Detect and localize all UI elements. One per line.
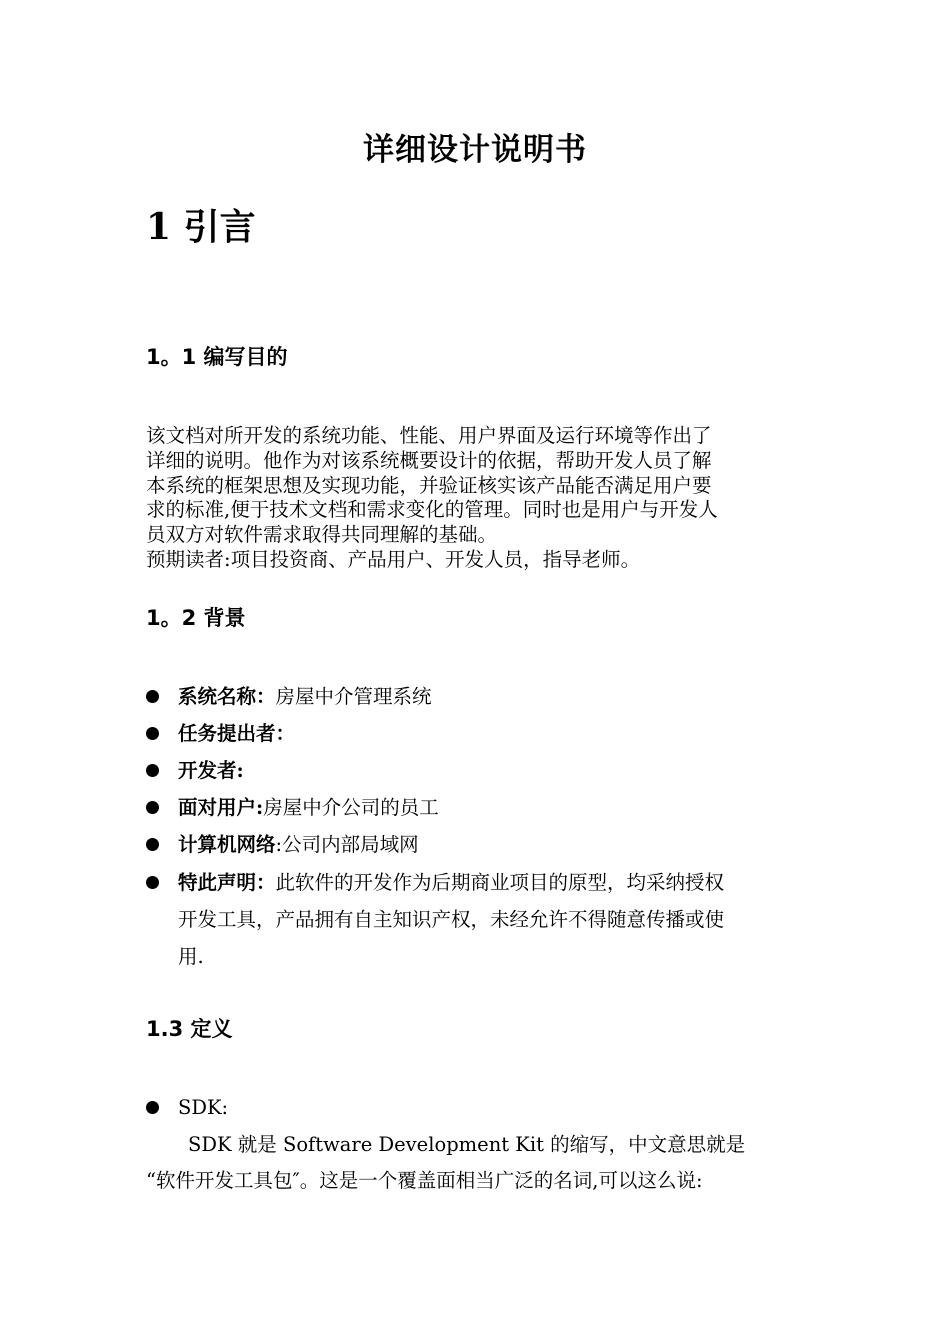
section-heading-purpose: 1。1 编写目的 xyxy=(146,345,288,369)
document-title: 详细设计说明书 xyxy=(363,132,587,168)
section-heading-definition: 1.3 定义 xyxy=(146,1017,233,1041)
paragraph-line: 该文档对所开发的系统功能、性能、用户界面及运行环境等作出了 xyxy=(146,424,712,447)
paragraph-line: 详细的说明。他作为对该系统概要设计的依据，帮助开发人员了解 xyxy=(146,448,712,472)
item-label: 系统名称： xyxy=(178,685,276,708)
paragraph-line: 求的标准,便于技术文档和需求变化的管理。同时也是用户与开发人 xyxy=(146,498,718,522)
paragraph-line: 预期读者:项目投资商、产品用户、开发人员，指导老师。 xyxy=(146,547,641,571)
definition-line: “软件开发工具包″。这是一个覆盖面相当广泛的名词,可以这么说: xyxy=(146,1169,703,1192)
item-value: 房屋中介公司的员工 xyxy=(263,796,439,819)
item-label: 开发者: xyxy=(178,759,244,782)
item-label: 任务提出者： xyxy=(178,722,296,745)
purpose-paragraph xyxy=(146,424,811,573)
bullet-icon xyxy=(146,690,159,703)
item-continuation: 用. xyxy=(178,945,204,968)
section-heading-background: 1。2 背景 xyxy=(146,606,246,630)
item-label: SDK: xyxy=(178,1096,229,1119)
bullet-icon xyxy=(146,727,159,740)
item-continuation: 开发工具，产品拥有自主知识产权，未经允许不得随意传播或使 xyxy=(178,908,725,931)
definition-line: SDK 就是 Software Development Kit 的缩写，中文意思就是 xyxy=(188,1133,746,1156)
bullet-icon xyxy=(146,764,159,777)
paragraph-line: 本系统的框架思想及实现功能，并验证核实该产品能否满足用户要 xyxy=(146,473,712,497)
item-value: 此软件的开发作为后期商业项目的原型，均采纳授权 xyxy=(275,871,725,894)
bullet-icon xyxy=(146,876,159,889)
paragraph-line: 员双方对软件需求取得共同理解的基础。 xyxy=(146,523,498,547)
bullet-icon xyxy=(146,838,159,851)
item-label: 计算机网络 xyxy=(178,833,276,856)
item-value: 房屋中介管理系统 xyxy=(275,685,432,708)
item-value: :公司内部局域网 xyxy=(275,833,419,856)
item-label: 特此声明： xyxy=(178,871,276,894)
bullet-icon xyxy=(146,1101,159,1114)
bullet-icon xyxy=(146,801,159,814)
item-label: 面对用户: xyxy=(178,796,264,819)
chapter-heading: 1 引言 xyxy=(146,206,256,248)
